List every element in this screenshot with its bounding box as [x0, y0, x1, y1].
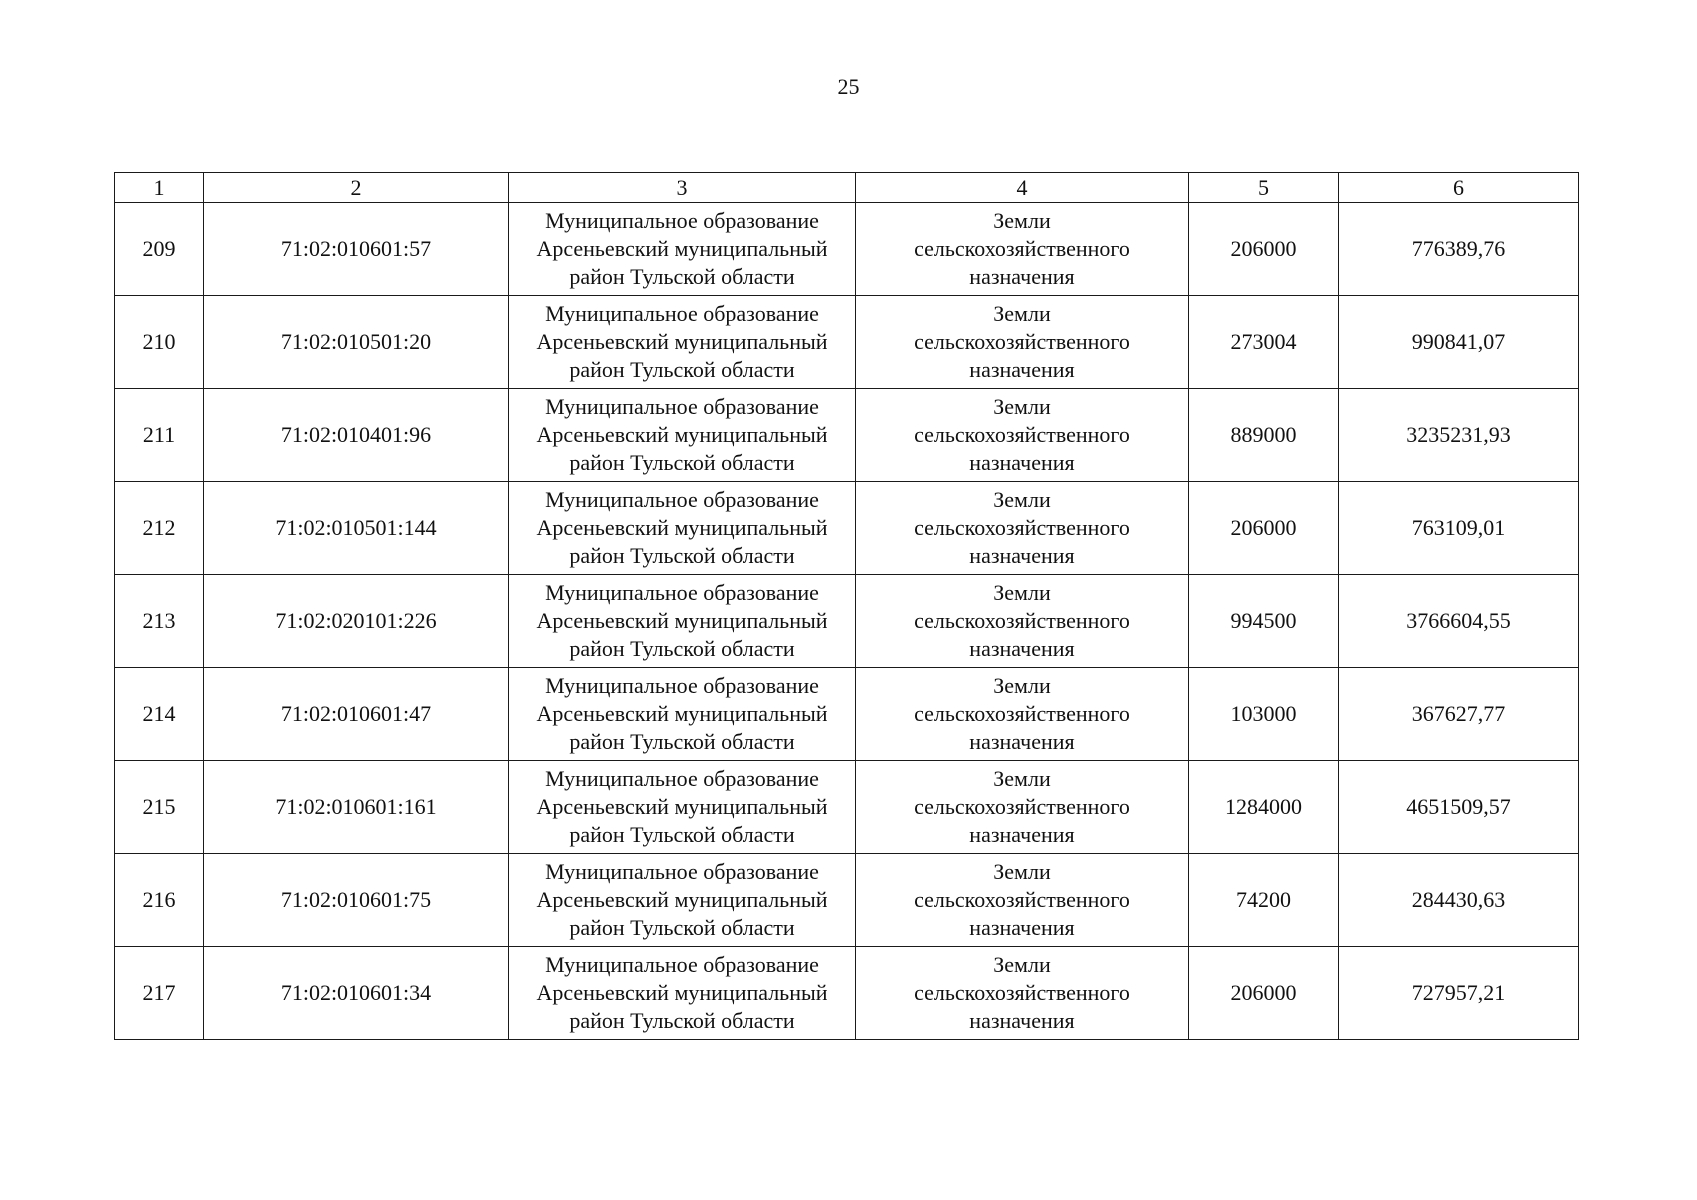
table-row [115, 668, 1579, 761]
owner-cell-line: Муниципальное образование [545, 766, 819, 791]
owner-cell [509, 296, 856, 389]
area-cell: 273004 [1189, 296, 1339, 389]
cadastral-number-cell: 71:02:020101:226 [204, 575, 509, 668]
owner-cell [509, 575, 856, 668]
owner-cell-line: Арсеньевский муниципальный [536, 515, 828, 540]
land-category-cell [856, 575, 1189, 668]
land-category-cell-line: сельскохозяйственного [914, 608, 1130, 633]
column-header: 3 [509, 173, 856, 203]
land-category-cell [856, 203, 1189, 296]
table-row [115, 203, 1579, 296]
owner-cell-line: Арсеньевский муниципальный [536, 329, 828, 354]
table-row [115, 761, 1579, 854]
area-cell: 889000 [1189, 389, 1339, 482]
table-row [115, 296, 1579, 389]
cadastral-number-cell: 71:02:010601:47 [204, 668, 509, 761]
area-cell: 103000 [1189, 668, 1339, 761]
column-header: 6 [1339, 173, 1579, 203]
row-number-cell: 216 [115, 854, 204, 947]
area-cell: 994500 [1189, 575, 1339, 668]
land-category-cell-line: назначения [969, 1008, 1075, 1033]
owner-cell-line: район Тульской области [569, 915, 795, 940]
land-category-cell-line: Земли [993, 394, 1051, 419]
land-category-cell [856, 761, 1189, 854]
owner-cell-line: район Тульской области [569, 636, 795, 661]
owner-cell-line: Арсеньевский муниципальный [536, 701, 828, 726]
land-category-cell-line: сельскохозяйственного [914, 980, 1130, 1005]
land-category-cell-line: назначения [969, 543, 1075, 568]
land-category-cell-line: Земли [993, 208, 1051, 233]
cadastral-number-cell: 71:02:010501:144 [204, 482, 509, 575]
land-category-cell-line: назначения [969, 357, 1075, 382]
land-category-cell-line: Земли [993, 766, 1051, 791]
table-row [115, 947, 1579, 1040]
row-number-cell: 210 [115, 296, 204, 389]
value-cell: 776389,76 [1339, 203, 1579, 296]
row-number-cell: 209 [115, 203, 204, 296]
land-category-cell-line: сельскохозяйственного [914, 329, 1130, 354]
column-header: 2 [204, 173, 509, 203]
area-cell: 206000 [1189, 482, 1339, 575]
owner-cell [509, 947, 856, 1040]
value-cell: 763109,01 [1339, 482, 1579, 575]
row-number-cell: 215 [115, 761, 204, 854]
cadastral-number-cell: 71:02:010501:20 [204, 296, 509, 389]
area-cell: 1284000 [1189, 761, 1339, 854]
land-plots-table [114, 172, 1579, 1040]
table-header-row [115, 173, 1579, 203]
land-category-cell [856, 296, 1189, 389]
row-number-cell: 213 [115, 575, 204, 668]
land-category-cell-line: Земли [993, 301, 1051, 326]
owner-cell-line: Арсеньевский муниципальный [536, 422, 828, 447]
value-cell: 990841,07 [1339, 296, 1579, 389]
value-cell: 284430,63 [1339, 854, 1579, 947]
cadastral-number-cell: 71:02:010601:57 [204, 203, 509, 296]
owner-cell-line: Муниципальное образование [545, 673, 819, 698]
land-category-cell-line: назначения [969, 636, 1075, 661]
land-category-cell-line: Земли [993, 580, 1051, 605]
value-cell: 367627,77 [1339, 668, 1579, 761]
owner-cell-line: Муниципальное образование [545, 952, 819, 977]
land-category-cell-line: сельскохозяйственного [914, 794, 1130, 819]
land-category-cell-line: назначения [969, 264, 1075, 289]
owner-cell-line: Муниципальное образование [545, 208, 819, 233]
owner-cell-line: Арсеньевский муниципальный [536, 608, 828, 633]
land-category-cell-line: сельскохозяйственного [914, 701, 1130, 726]
table-body [115, 203, 1579, 1040]
row-number-cell: 212 [115, 482, 204, 575]
value-cell: 727957,21 [1339, 947, 1579, 1040]
table-row [115, 854, 1579, 947]
owner-cell [509, 854, 856, 947]
land-category-cell-line: Земли [993, 487, 1051, 512]
land-category-cell [856, 947, 1189, 1040]
owner-cell-line: Арсеньевский муниципальный [536, 236, 828, 261]
land-category-cell-line: назначения [969, 729, 1075, 754]
cadastral-number-cell: 71:02:010601:161 [204, 761, 509, 854]
owner-cell-line: Муниципальное образование [545, 301, 819, 326]
column-header: 4 [856, 173, 1189, 203]
land-category-cell-line: назначения [969, 450, 1075, 475]
table-row [115, 575, 1579, 668]
owner-cell-line: район Тульской области [569, 1008, 795, 1033]
land-category-cell-line: назначения [969, 915, 1075, 940]
owner-cell-line: Муниципальное образование [545, 580, 819, 605]
value-cell: 3766604,55 [1339, 575, 1579, 668]
land-category-cell-line: Земли [993, 859, 1051, 884]
owner-cell [509, 761, 856, 854]
column-header: 5 [1189, 173, 1339, 203]
owner-cell [509, 668, 856, 761]
area-cell: 206000 [1189, 947, 1339, 1040]
land-category-cell-line: сельскохозяйственного [914, 422, 1130, 447]
table-row [115, 482, 1579, 575]
owner-cell [509, 389, 856, 482]
cadastral-number-cell: 71:02:010401:96 [204, 389, 509, 482]
land-category-cell [856, 389, 1189, 482]
owner-cell-line: район Тульской области [569, 264, 795, 289]
land-category-cell-line: сельскохозяйственного [914, 236, 1130, 261]
owner-cell-line: Муниципальное образование [545, 394, 819, 419]
row-number-cell: 217 [115, 947, 204, 1040]
land-category-cell-line: Земли [993, 673, 1051, 698]
area-cell: 206000 [1189, 203, 1339, 296]
land-category-cell-line: сельскохозяйственного [914, 515, 1130, 540]
owner-cell-line: район Тульской области [569, 450, 795, 475]
owner-cell-line: район Тульской области [569, 729, 795, 754]
value-cell: 3235231,93 [1339, 389, 1579, 482]
owner-cell-line: район Тульской области [569, 543, 795, 568]
land-category-cell-line: Земли [993, 952, 1051, 977]
column-header: 1 [115, 173, 204, 203]
land-category-cell [856, 668, 1189, 761]
owner-cell-line: Муниципальное образование [545, 859, 819, 884]
owner-cell [509, 203, 856, 296]
owner-cell-line: Арсеньевский муниципальный [536, 980, 828, 1005]
row-number-cell: 211 [115, 389, 204, 482]
land-category-cell-line: назначения [969, 822, 1075, 847]
owner-cell-line: Арсеньевский муниципальный [536, 794, 828, 819]
cadastral-number-cell: 71:02:010601:75 [204, 854, 509, 947]
land-category-cell-line: сельскохозяйственного [914, 887, 1130, 912]
land-category-cell [856, 854, 1189, 947]
owner-cell-line: Муниципальное образование [545, 487, 819, 512]
area-cell: 74200 [1189, 854, 1339, 947]
page-number: 25 [837, 74, 860, 99]
owner-cell-line: район Тульской области [569, 822, 795, 847]
cadastral-number-cell: 71:02:010601:34 [204, 947, 509, 1040]
row-number-cell: 214 [115, 668, 204, 761]
table-row [115, 389, 1579, 482]
value-cell: 4651509,57 [1339, 761, 1579, 854]
owner-cell [509, 482, 856, 575]
land-category-cell [856, 482, 1189, 575]
owner-cell-line: Арсеньевский муниципальный [536, 887, 828, 912]
owner-cell-line: район Тульской области [569, 357, 795, 382]
